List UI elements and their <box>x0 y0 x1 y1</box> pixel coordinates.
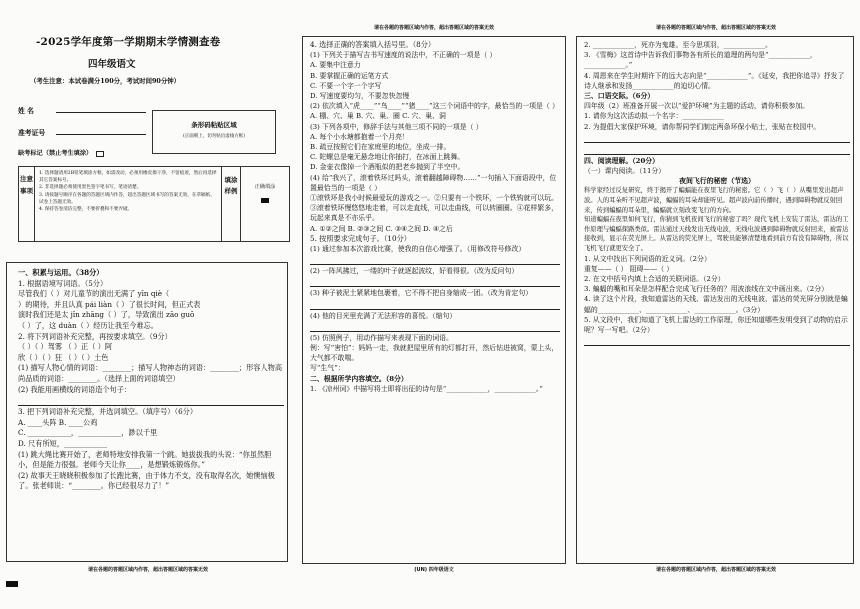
question-text: ①滚铁环是我小时候最爱玩的游戏之一。②只要有一个铁环，一个铁钩就可以玩。③滚着铁环慢悠悠地走着，可以走直线，可以走曲线，可以转圈圈。④花样繁多，玩起来真是不亦乐乎。 <box>310 194 559 223</box>
answer-line[interactable] <box>584 335 850 346</box>
question-text: 演时我们还是太 jǐn zhāng（ ）了，导致演出 zāo guō <box>18 310 195 320</box>
name-input-line[interactable] <box>56 104 146 113</box>
barcode-subtitle: (正面朝上，切勿贴出虚线方框) <box>182 134 245 139</box>
note-item: 4. 保持答卷清洁完整，不要折叠和不要弄破。 <box>39 207 133 213</box>
question-text: 写“生气”： <box>310 364 345 373</box>
question-text: (2) 我能用画横线的词语造个句子： <box>18 384 132 394</box>
question-text: (2) 一阵风拂过，一缕的叶子就逐起波纹，好看得很。（改为反问句） <box>310 267 519 276</box>
question-text: (4) 给“我兴了，滚着铁环过吗头，滚着翻越障碍物……”一句插入下面语段中，位置最恰当的一项是（ ） <box>310 173 557 192</box>
section-1 <box>18 268 284 492</box>
option: A. 棚、穴、巢 B. 穴、巢、圈 C. 穴、巢、洞 <box>310 112 446 121</box>
question-text: 1. 《凉州词》中描写将士即将出征的诗句是“____________，____________。” <box>310 384 543 393</box>
question-text: (4) 他的目光里充满了无法形容的喜悦。（缩句） <box>310 311 457 320</box>
question-text: （ ）（ ）驾雾 （ ）正（ ）阿 <box>18 342 113 352</box>
subsection-heading: （一）课内阅读。（11分） <box>584 167 666 176</box>
question-text: (3) 种子被泥土紧紧地包裹着，它不得不把自身缩成一团。（改为肯定句） <box>310 289 533 298</box>
question: 1. 从文中找出下列词语的近义词。（2分） <box>584 254 711 263</box>
question-text: A. ____头阵 B. ____公鸡 <box>18 417 98 427</box>
option: B. 疏豆按照它们在家庭里的地位，坐成一排。 <box>310 143 451 152</box>
exam-title: -2025学年度第一学期期末学情测查卷 <box>36 36 221 48</box>
banner-right: 请在各题的答题区域内作答，超出答题区域的答案无效 <box>655 25 776 31</box>
footer-right: 请在各题的答题区域内作答，超出答题区域的答案无效 <box>655 567 776 573</box>
answer-line[interactable] <box>310 254 560 265</box>
absent-checkbox[interactable] <box>96 151 104 157</box>
question: 5. 从文段中，我们知道了飞机上雷达的工作原理，你还知道哪些发明受到了动物的启示呢？写一写吧。（2分） <box>584 315 848 335</box>
notes-text <box>39 170 219 213</box>
question-text: （ ）了，这 duàn（ ）经历让我至今难忘。 <box>18 320 159 330</box>
barcode-area <box>152 110 276 154</box>
absent-label: 缺考标记（禁止考生填涂） <box>18 148 104 157</box>
banner-middle: 请在各题的答题区域内作答，超出答题区域的答案无效 <box>373 25 494 31</box>
question-text: 重复——（ ） 阻碍——（ ） <box>584 264 674 273</box>
question-text: (3) 下列各项中，修辞手法与其他三项不同的一项是（ ） <box>310 122 483 131</box>
position-mark-icon <box>6 581 18 587</box>
question-text: 2. ____________，死亦为鬼雄。至今思项羽，____________。 <box>584 41 772 49</box>
option: A. 每个小水塘都抱着一个月亮！ <box>310 132 409 141</box>
notes-box <box>18 166 290 242</box>
option: A. ①②之间 B. ②③之间 C. ③④之间 D. ④之后 <box>310 224 453 233</box>
answer-line[interactable] <box>310 299 560 310</box>
column-left <box>0 0 296 609</box>
option: D. 金壶衣像掉一个酒瓶似的把老乡抛到了半空中。 <box>310 163 465 172</box>
question-text: (2) 依次填入“虎____”“鸟____”“猪____”这三个词语中的字，最恰当的一项是（ ） <box>310 102 559 111</box>
column-middle <box>298 0 570 609</box>
column-right <box>572 0 860 609</box>
correct-fill-label: 正确填涂 <box>254 184 276 190</box>
passage-paragraph: 知道蝙蝠在夜里如何飞行，你猜到飞机夜间飞行的秘密了吗？现代飞机上安装了雷达，雷达的工作原理与蝙蝠探路类似。雷达通过天线发出无线电波，无线电波遇到障碍物就反射回来，被雷达接收到，显示在荧光屏上。从雷达的荧光屏上，驾驶员能够清楚地看到前方有没有障碍物，所以飞机飞行就更安全了。 <box>584 216 849 252</box>
question-text: D. 尺有所短，____________ <box>18 438 108 448</box>
question-text: 3. 《雪梅》这首诗中告诉我们事物各有所长的道理的两句是“____________，____________。” <box>584 51 817 70</box>
question-text: ）的期待，并且认真 pái liàn（ ）了很长时间，但正式表 <box>18 299 201 309</box>
exam-subject: 四年级语文 <box>88 59 136 70</box>
footer-left: 请在各题的答题区域内作答，超出答题区域的答案无效 <box>87 567 208 573</box>
question-text: (1) 通过参加本次游戏比赛，使我的自信心增强了。（用修改符号修改） <box>310 245 526 254</box>
answer-line[interactable] <box>310 276 560 287</box>
question-text: 尽管我们（ ）对儿童节的演出无满了 yīn qiè（ <box>18 289 170 299</box>
option: A. 要集中注意力 <box>310 61 361 70</box>
correct-fill-sample <box>245 183 285 203</box>
option: C. 不要一个字一个字写 <box>310 81 382 90</box>
option: C. 陀螺总是毫无悬念地让你抽打，在冰面上跳舞。 <box>310 153 465 162</box>
section-heading: 一、积累与运用。（38分） <box>18 268 104 277</box>
question-text: (1) 跳大绳比赛开始了，老师特地安排我第一个跳。她拔拔我的头说：“你虽然胆小，但是能力很强。老师今天让你____，是想锻炼锻炼你。” <box>18 449 272 470</box>
filled-mark-icon <box>261 198 269 203</box>
question-text: (1) 下列关于描写吉书写速度的说法中，不正确的一项是（ ） <box>310 51 497 60</box>
ticket-input-line[interactable] <box>56 126 146 135</box>
question-text: 例：写“害怕”：妈妈一走，我就把屋里所有的灯都打开，然后钻进被窝，蒙上头，大气都不敢喘。 <box>310 344 559 363</box>
answer-line[interactable] <box>584 144 850 155</box>
section-heading: 三、口语交际。（6分） <box>584 92 655 101</box>
question-text: 2. 为提倡大家保护环境，请你帮同学们制定两条环保小贴士，张贴在校园中。 <box>584 122 821 131</box>
note-item: 3. 请按题号顺序在各题的答题区域内作答，超出答题区域书写的答案无效，在草稿纸、试卷上答题无效。 <box>39 192 215 205</box>
section-heading: 二、根据所学内容填空。（8分） <box>310 374 408 383</box>
question-text: 4. 周恩来在学生时期许下的远大志向是“____________”。《延安，我把你追寻》抒发了诗人继承和发扬____________的迫切心情。 <box>584 71 845 90</box>
question: 2. 在文中括号内填上合适的关联词语。（2分） <box>584 275 725 283</box>
answer-line[interactable] <box>584 132 850 143</box>
section-heading: 四、阅读理解。（20分） <box>584 156 660 165</box>
answer-line[interactable] <box>18 395 284 406</box>
section-1-continued <box>310 40 560 394</box>
barcode-title: 条形码粘贴区域 <box>191 121 237 129</box>
question-text: 1. 请你为这次活动拟一个名字：____________ <box>584 112 724 121</box>
question-text: (1) 描写人物心情的词语：________；描写人物神态的词语：________；形容人物高尚品质的词语：________。（选择上面的词语填空） <box>18 363 283 383</box>
fill-sample-label: 填涂样例 <box>221 167 241 241</box>
passage-paragraph: 科学家经过反复研究，终于揭开了蝙蝠能在夜里飞行的秘密。它（ ）飞（ ）从嘴里发出超声波。人的耳朵听不见超声波，蝙蝠的耳朵却能听见。超声波向前传播时，遇到障碍物就反射回来，传到蝙蝠的耳朵里，蝙蝠就立刻改变飞行的方向。 <box>584 187 844 214</box>
option: B. 要掌握正确的运笔方式 <box>310 71 389 80</box>
question-text: (5) 仿照例子，用动作描写来表现下面的词语。 <box>310 333 453 342</box>
answer-line[interactable] <box>310 321 560 332</box>
option: D. 写速度要均匀，不要忽快忽慢 <box>310 92 410 101</box>
name-label: 姓 名 <box>18 107 34 115</box>
question: 3. 把下列词语补充完整，并选词填空。（填序号）（6分） <box>18 407 198 417</box>
question-text: (2) 故事天王晓晓积极参加了长跑比赛，由于体力不支，没有取得名次，她懊恼极了。张老师说：“________。你已经很尽力了！” <box>18 470 275 491</box>
question-text: C. ____________，____________，渺以千里 <box>18 428 158 438</box>
question: 4. 选择正确的答案填入括号里。（8分） <box>310 40 436 49</box>
question: 4. 读了这个片段，我知道雷达的天线、雷达发出的无线电波、雷达的荧光屏分别就是蝙蝠的____________、____________、____________。（3分） <box>584 295 848 314</box>
note-item: 1. 选择题请用2B铅笔填涂方框，如需改动，必须用橡皮擦干净，不留痕迹，然后再选择其它答案标号。 <box>39 171 217 184</box>
question-text: 欣（ ）（ ）狂 （ ）（ ）土色 <box>18 352 109 362</box>
question: 3. 蝙蝠的嘴和耳朵是怎样配合完成飞行任务的？用波浪线在文中画出来。（2分） <box>584 285 828 294</box>
footer-middle: (UN) 四年级语文 <box>414 567 454 573</box>
question: 5. 按照要求完成句子。（10分） <box>310 233 411 243</box>
note-item: 2. 非选择题必须使用黑色签字笔书写，笔迹清楚。 <box>39 185 142 191</box>
question-text: 四年级（2）班准备开展一次以“爱护环境”为主题的活动，请你积极参加。 <box>584 102 810 111</box>
notes-label: 注意事项 <box>19 167 35 241</box>
question: 1. 根据语境写词语。（5分） <box>18 278 108 288</box>
sections-2-4 <box>584 40 850 347</box>
question: 2. 将下列词语补充完整，再按要求填空。（9分） <box>18 331 172 341</box>
exam-notice: （考生注意：本试卷满分100分，考试时间90分钟） <box>30 77 181 85</box>
ticket-label: 准考证号 <box>18 129 46 137</box>
passage-title: 夜间飞行的秘密（节选） <box>679 177 755 186</box>
